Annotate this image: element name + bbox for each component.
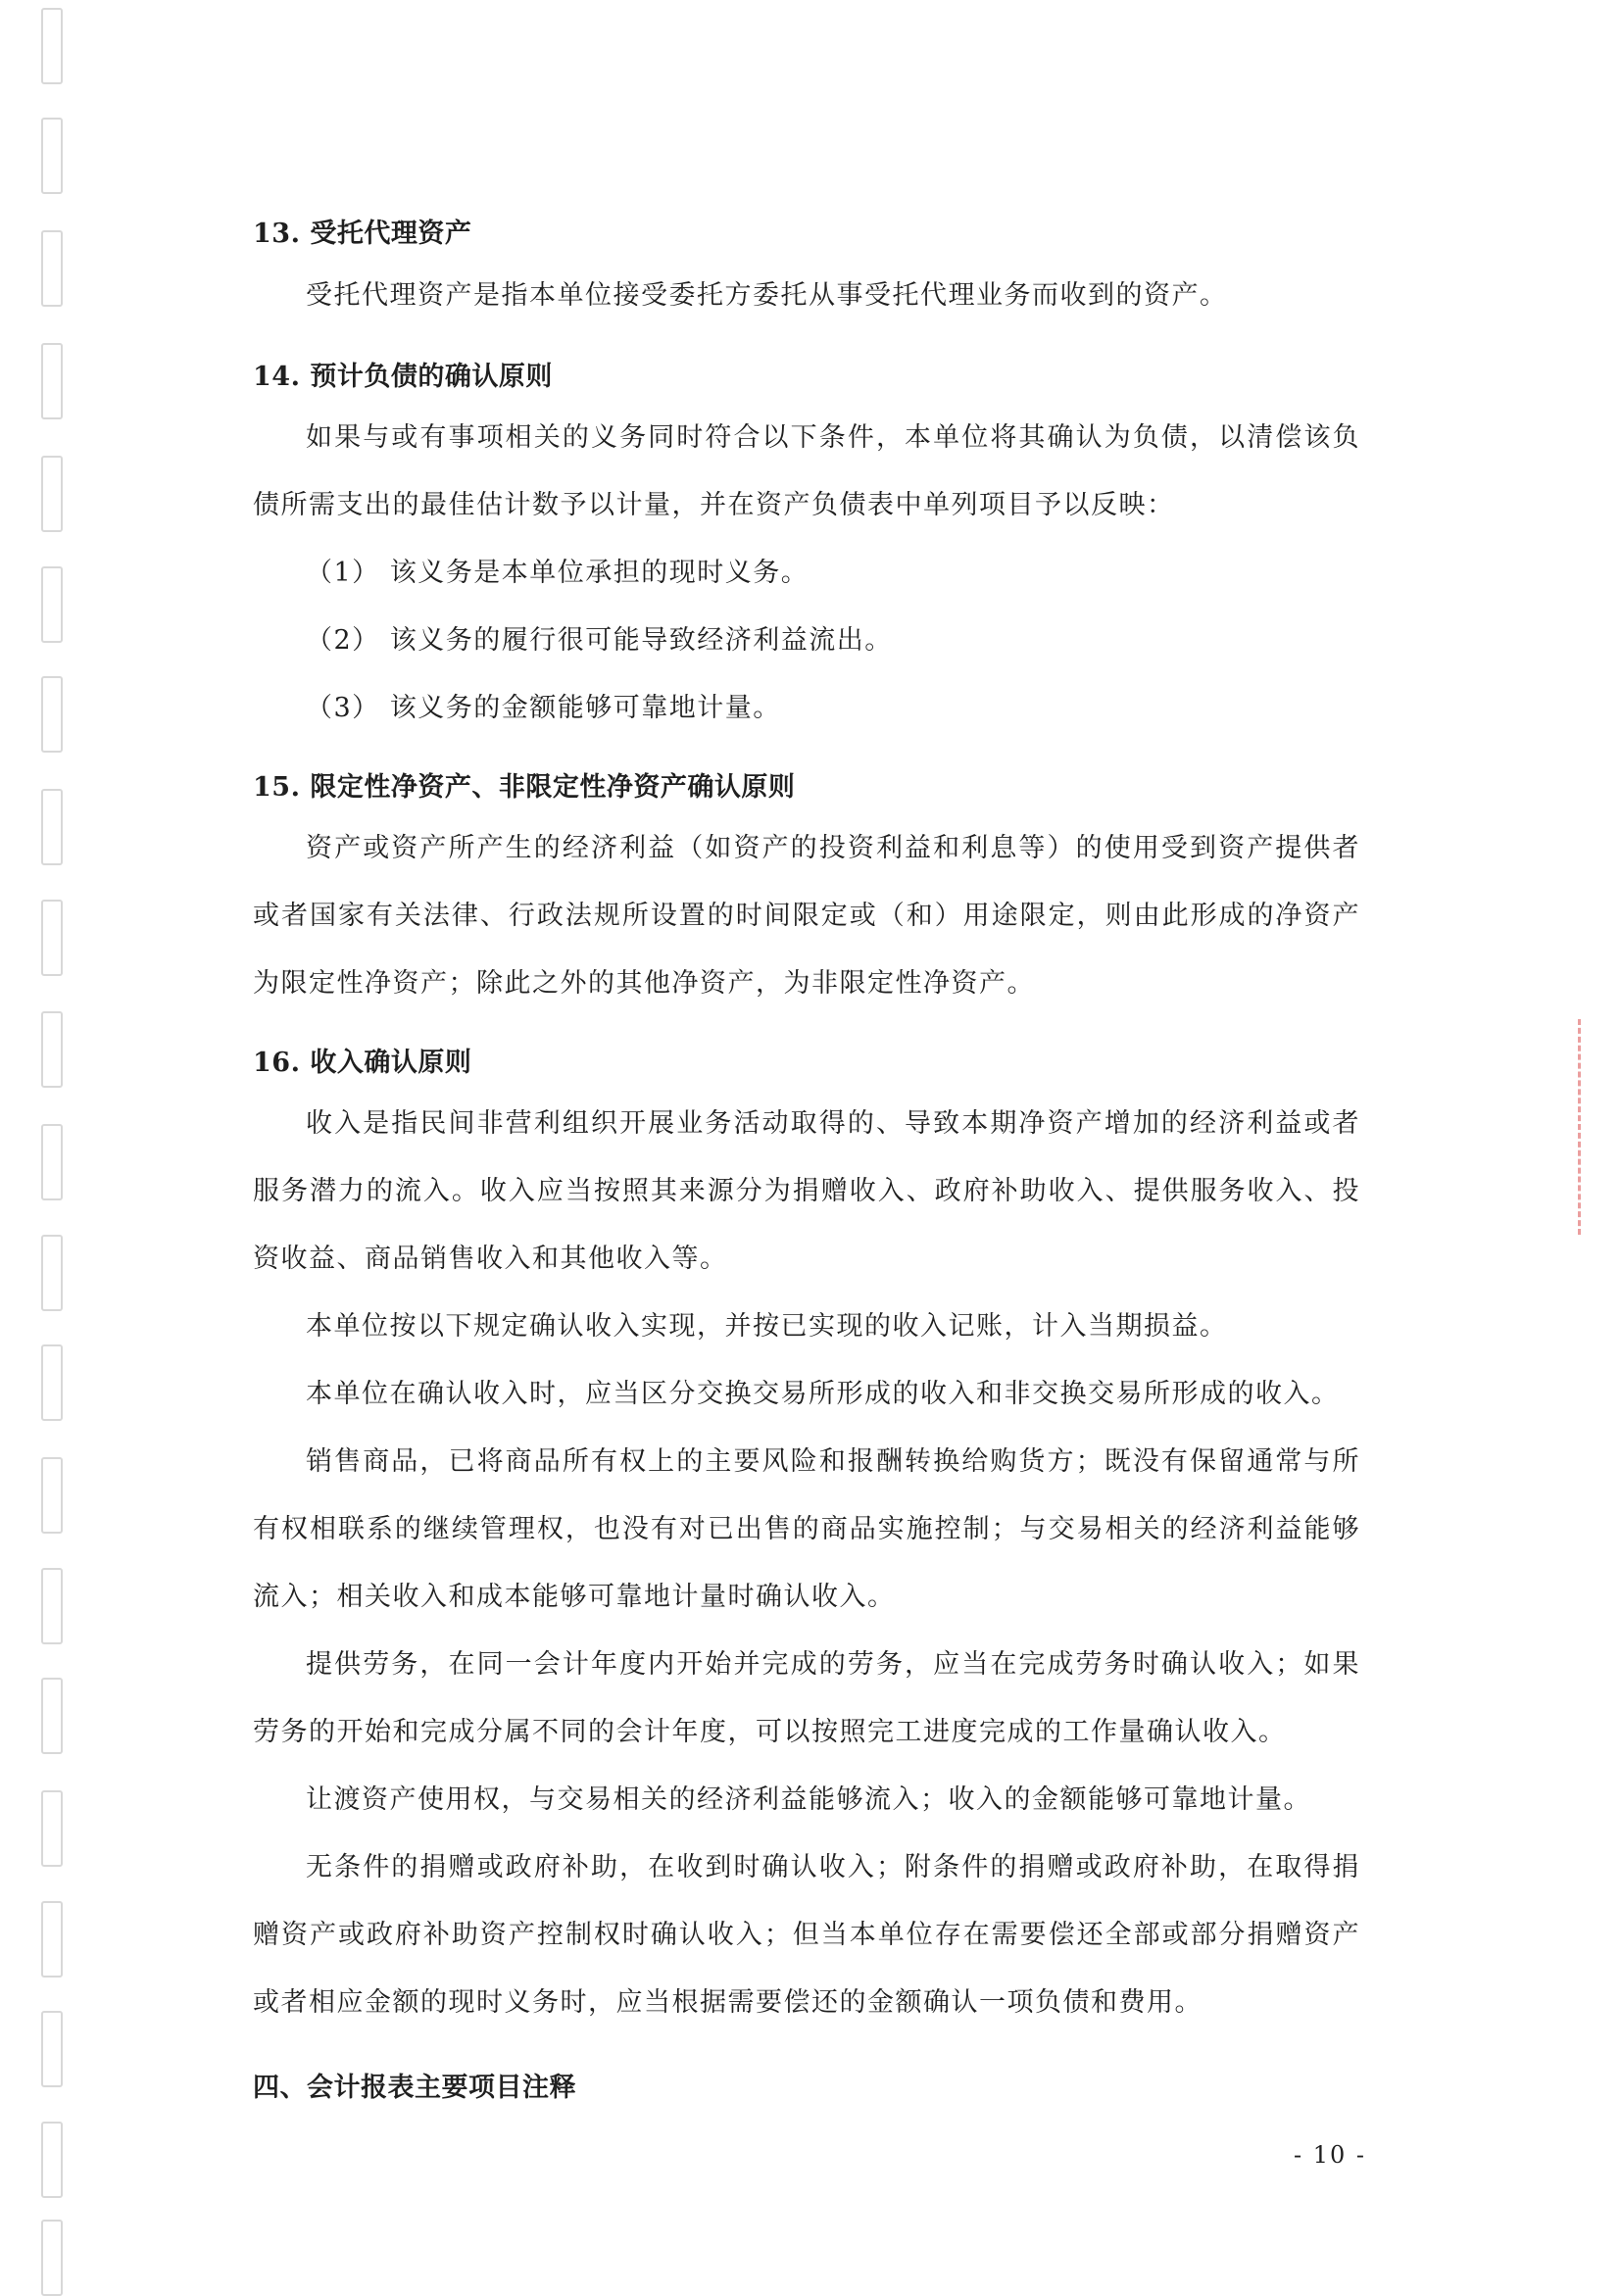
binding-mark (41, 2122, 63, 2198)
binding-mark (41, 1457, 63, 1534)
binding-mark (41, 118, 63, 194)
paragraph: 本单位在确认收入时，应当区分交换交易所形成的收入和非交换交易所形成的收入。 (306, 1379, 1340, 1409)
binding-mark (41, 1344, 63, 1421)
chapter-heading: 四、会计报表主要项目注释 (253, 2073, 576, 2103)
binding-mark (41, 676, 63, 753)
binding-mark (41, 1568, 63, 1644)
page-number: - 10 - (1294, 2141, 1367, 2169)
document-body (253, 208, 1360, 2115)
list-item: （1） 该义务是本单位承担的现时义务。 (306, 558, 810, 588)
binding-mark (41, 1235, 63, 1311)
paragraph: 无条件的捐赠或政府补助，在收到时确认收入；附条件的捐赠或政府补助，在取得捐赠资产或政府补助资产控制权时确认收入；但当本单位存在需要偿还全部或部分捐赠资产或者相应金额的现时义务时，应当根据需要偿还的金额确认一项负债和费用。 (253, 1852, 1360, 2018)
paragraph: 让渡资产使用权，与交易相关的经济利益能够流入；收入的金额能够可靠地计量。 (306, 1784, 1311, 1815)
section-heading: 15. 限定性净资产、非限定性净资产确认原则 (253, 772, 796, 803)
binding-mark (41, 566, 63, 643)
paragraph: 本单位按以下规定确认收入实现，并按已实现的收入记账，计入当期损益。 (306, 1311, 1228, 1342)
binding-mark (41, 1011, 63, 1088)
seal-stamp (1578, 1019, 1595, 1235)
paragraph: 提供劳务，在同一会计年度内开始并完成的劳务，应当在完成劳务时确认收入；如果劳务的开始和完成分属不同的会计年度，可以按照完工进度完成的工作量确认收入。 (253, 1649, 1360, 1747)
paragraph: 如果与或有事项相关的义务同时符合以下条件，本单位将其确认为负债，以清偿该负债所需支出的最佳估计数予以计量，并在资产负债表中单列项目予以反映： (253, 422, 1360, 520)
section-heading: 14. 预计负债的确认原则 (253, 362, 553, 392)
paragraph: 收入是指民间非营利组织开展业务活动取得的、导致本期净资产增加的经济利益或者服务潜力的流入。收入应当按照其来源分为捐赠收入、政府补助收入、提供服务收入、投资收益、商品销售收入和其他收入等。 (253, 1108, 1360, 1274)
list-item: （3） 该义务的金额能够可靠地计量。 (306, 693, 781, 723)
paragraph: 资产或资产所产生的经济利益（如资产的投资利益和利息等）的使用受到资产提供者或者国家有关法律、行政法规所设置的时间限定或（和）用途限定，则由此形成的净资产为限定性净资产；除此之外的其他净资产，为非限定性净资产。 (253, 833, 1360, 999)
list-item: （2） 该义务的履行很可能导致经济利益流出。 (306, 625, 893, 656)
binding-mark (41, 1124, 63, 1200)
binding-mark (41, 900, 63, 976)
binding-mark (41, 230, 63, 307)
binding-mark (41, 789, 63, 865)
binding-mark (41, 1901, 63, 1978)
binding-mark (41, 456, 63, 532)
binding-mark (41, 2220, 63, 2296)
binding-mark (41, 1678, 63, 1754)
binding-mark (41, 343, 63, 419)
binding-mark (41, 8, 63, 84)
section-heading: 16. 收入确认原则 (253, 1048, 472, 1078)
binding-mark (41, 1790, 63, 1867)
paragraph: 受托代理资产是指本单位接受委托方委托从事受托代理业务而收到的资产。 (306, 280, 1228, 311)
section-heading: 13. 受托代理资产 (253, 219, 472, 249)
binding-mark (41, 2011, 63, 2087)
paragraph: 销售商品，已将商品所有权上的主要风险和报酬转换给购货方；既没有保留通常与所有权相联系的继续管理权，也没有对已出售的商品实施控制；与交易相关的经济利益能够流入；相关收入和成本能够可靠地计量时确认收入。 (253, 1446, 1360, 1612)
